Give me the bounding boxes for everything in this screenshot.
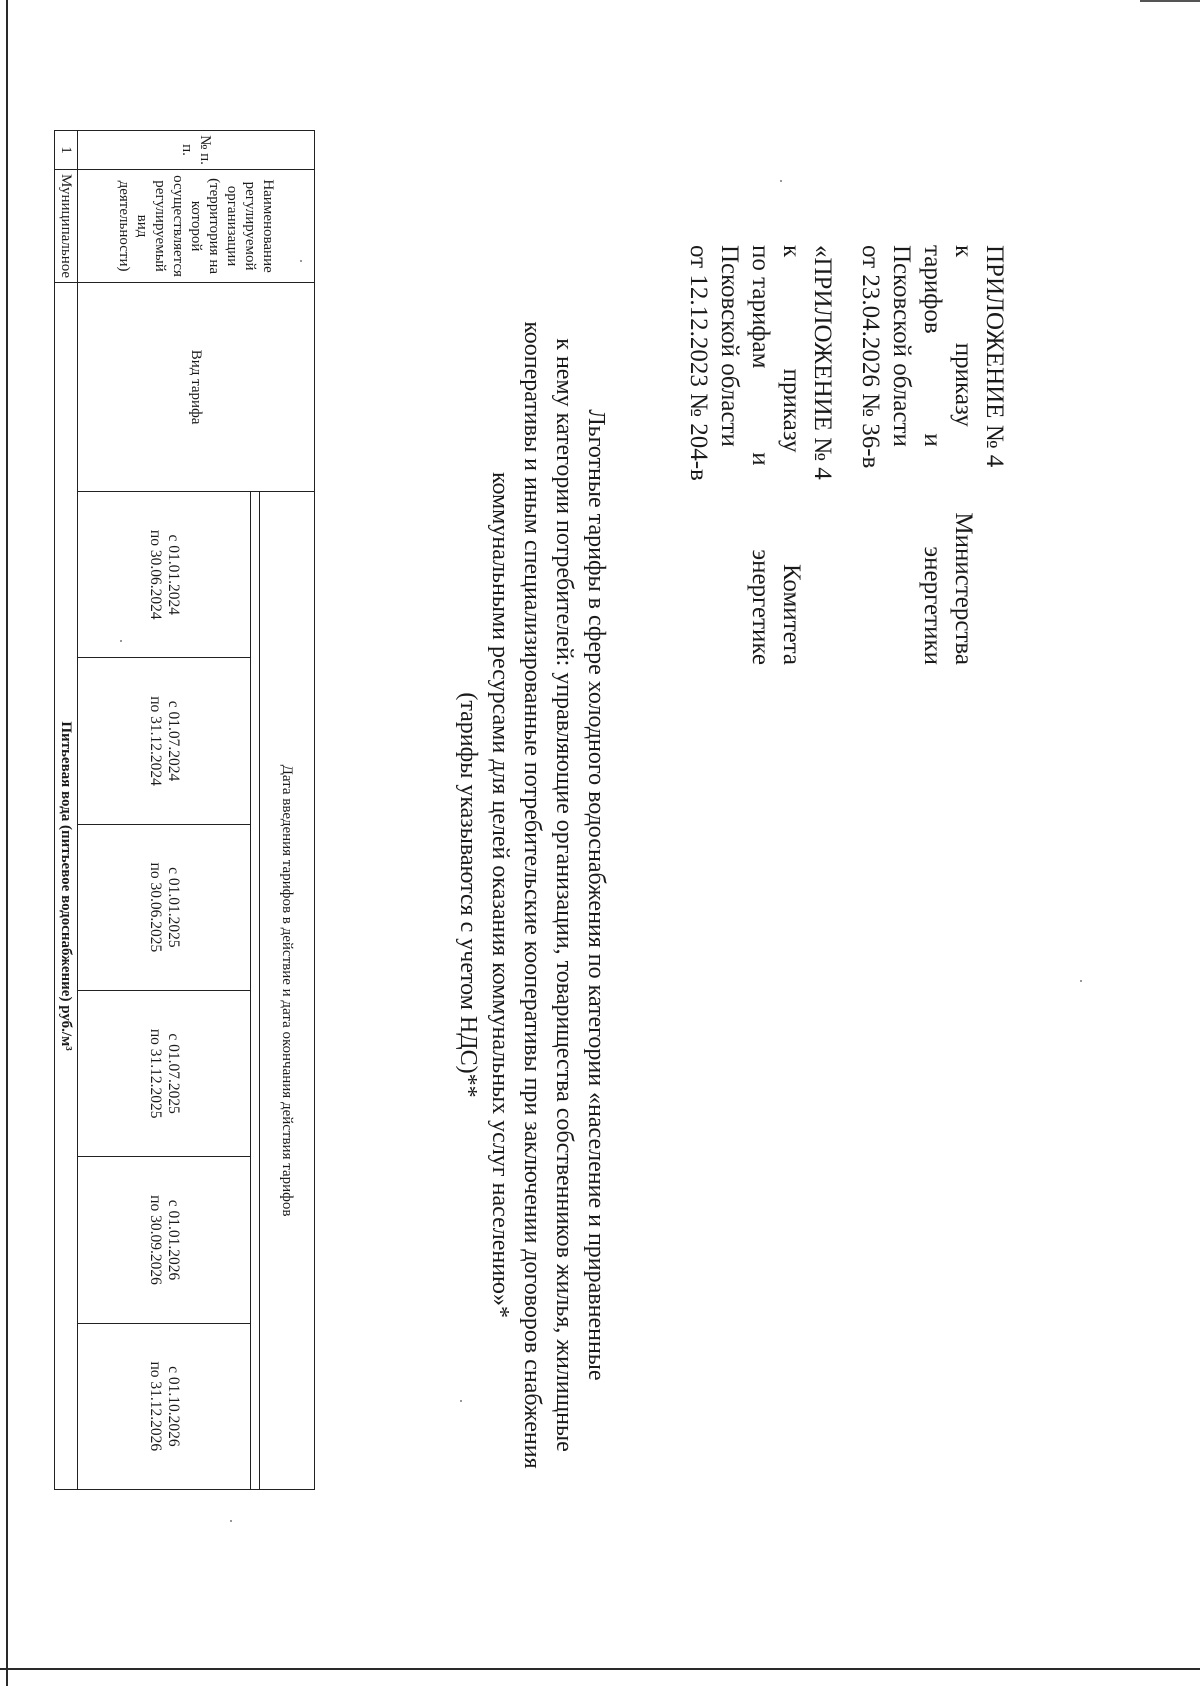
document-title <box>452 200 612 1590</box>
title-line: к нему категории потребителей: управляющие организации, товарищества собственников жилья, жилищные <box>551 338 577 1452</box>
appendix-line: Псковской области <box>888 245 915 447</box>
appendix-line: Псковской области <box>716 245 743 447</box>
spacer-cell <box>251 492 260 1490</box>
scan-border-top <box>1140 0 1200 2</box>
appendix-line: к приказу Министерства <box>950 245 977 665</box>
header-organization: Наименование регулируемой организации (территория на которой осуществляется регулируемый вид деятельности) <box>78 170 315 283</box>
scan-border-bottom <box>0 1668 1200 1670</box>
tariff-table <box>54 130 315 1490</box>
appendix-date: от 23.04.2026 № 36-в <box>857 245 884 469</box>
section-label: Питьевая вода (питьевое водоснабжение) руб./м³ <box>55 283 78 1490</box>
table-row <box>55 131 78 1490</box>
header-period-group: Дата введения тарифов в действие и дата окончания действия тарифов <box>260 492 315 1490</box>
title-line: (тарифы указываются с учетом НДС)** <box>455 692 481 1098</box>
header-tariff-kind: Вид тарифа <box>78 283 315 492</box>
row-organization: Муниципальное <box>55 170 78 283</box>
period-cell: с 01.07.2025 по 31.12.2025 <box>78 991 251 1157</box>
period-cell: с 01.01.2025 по 30.06.2025 <box>78 824 251 990</box>
period-cell: с 01.01.2026 по 30.09.2026 <box>78 1157 251 1323</box>
row-number: 1 <box>55 131 78 170</box>
title-line: коммунальными ресурсами для целей оказания коммунальных услуг населению»* <box>487 472 513 1318</box>
appendix-block-old <box>683 245 838 665</box>
title-line: Льготные тарифы в сфере холодного водоснабжения по категории «население и приравненные <box>583 409 609 1381</box>
appendix-line: по тарифам и энергетике <box>747 245 774 665</box>
scan-border-left <box>6 0 8 1686</box>
appendix-block-new <box>855 245 1010 665</box>
appendix-heading: «ПРИЛОЖЕНИЕ № 4 <box>809 245 836 480</box>
rotated-document-page <box>40 90 1160 1630</box>
title-line: кооперативы и иным специализированные потребительские кооперативы при заключении договоров снабжения <box>519 321 545 1469</box>
appendix-date: от 12.12.2023 № 204-в <box>685 245 712 481</box>
period-cell: с 01.10.2026 по 31.12.2026 <box>78 1323 251 1489</box>
appendix-line: к приказу Комитета <box>778 245 805 665</box>
period-cell: с 01.07.2024 по 31.12.2024 <box>78 658 251 824</box>
header-row-number: № п. п. <box>78 131 315 170</box>
period-cell: с 01.01.2024 по 30.06.2024 <box>78 492 251 658</box>
table-header-row <box>260 131 315 1490</box>
appendix-heading: ПРИЛОЖЕНИЕ № 4 <box>981 245 1008 468</box>
appendix-line: тарифов и энергетики <box>919 245 946 665</box>
